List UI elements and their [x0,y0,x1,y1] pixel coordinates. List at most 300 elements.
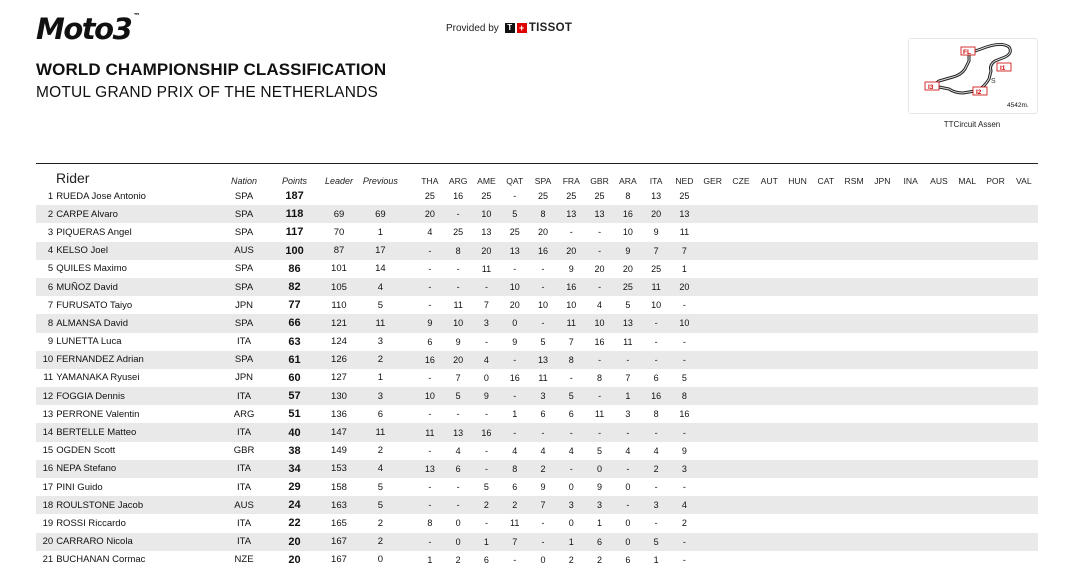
race-result-arg: - [444,496,472,514]
table-row [36,423,1038,441]
logo-text: Moto3 [36,12,132,46]
race-result-cze [727,478,755,496]
race-result-ger [699,478,727,496]
race-result-ger [699,496,727,514]
rider-nation: ITA [237,481,252,493]
race-result-jpn [868,405,896,423]
race-result-mal [953,442,981,460]
rider-previous-gap: 5 [359,496,401,514]
race-result-hun [783,423,811,441]
race-result-qat: 6 [512,482,518,493]
race-result-ger [699,242,727,260]
rider-points: 20 [270,533,318,551]
rider-leader-gap: 70 [333,226,345,238]
race-result-ned: - [682,482,686,493]
race-result-aut [755,333,783,351]
race-result-ger [699,423,727,441]
race-result-ger [699,278,727,296]
race-result-qat: - [513,554,517,565]
rider-previous-gap: 2 [359,351,401,369]
race-result-hun [783,242,811,260]
rider-nation: AUS [218,242,271,260]
table-row [36,514,1038,532]
race-result-ita: 11 [642,278,670,296]
race-result-aut [755,296,783,314]
race-result-hun [783,460,811,478]
race-result-hun [783,351,811,369]
race-result-aut [755,478,783,496]
race-result-ame: - [484,409,488,420]
rider-nation: SPA [218,205,271,223]
race-result-cat [812,187,840,205]
race-result-spa: 10 [537,300,548,311]
rider-points: 20 [288,553,301,566]
race-result-spa: 25 [537,191,548,202]
rider-leader-gap: 130 [319,387,359,405]
race-result-hun [783,442,811,460]
race-result-ger [699,551,727,569]
rider-position: 5 [47,263,54,275]
race-result-ame: 6 [483,554,489,565]
rider-position: 18 [36,496,56,514]
race-result-ita: - [642,351,670,369]
race-result-qat: 9 [512,336,518,347]
race-result-cze [727,496,755,514]
race-result-hun [783,478,811,496]
race-result-cat [812,223,840,241]
race-result-val [1010,442,1038,460]
race-result-gbr: 6 [585,533,613,551]
rider-leader-gap: 147 [319,423,359,441]
rider-previous-gap: 5 [377,299,384,311]
race-result-aus [925,496,953,514]
race-result-ara: 5 [625,300,631,311]
race-result-cze [727,442,755,460]
race-result-tha: - [428,409,432,420]
race-result-rsm [840,442,868,460]
header-race-spa: SPA [534,176,552,186]
race-result-mal [953,260,981,278]
race-result-val [1010,551,1038,569]
race-result-ara: 1 [614,387,642,405]
race-result-tha: 20 [416,205,444,223]
rider-previous-gap: 2 [377,517,384,529]
rider-leader-gap: 165 [331,517,347,529]
race-result-spa: 20 [537,227,548,238]
rider-position: 19 [42,517,54,529]
race-result-arg: 13 [444,423,472,441]
rider-position: 9 [47,336,54,348]
race-result-ame: 9 [472,387,500,405]
race-result-val [1010,205,1038,223]
race-result-hun [783,278,811,296]
rider-nation: ITA [218,423,271,441]
race-result-ara: - [614,496,642,514]
race-result-ara: 11 [623,336,633,347]
race-result-tha: 8 [427,518,433,529]
race-result-cat [812,205,840,223]
race-result-val [1010,333,1038,351]
rider-previous-gap: 1 [377,226,384,238]
race-result-spa: - [529,278,557,296]
race-result-por [981,187,1009,205]
rider-leader-gap: 167 [331,554,347,566]
race-result-ara: 13 [614,314,642,332]
race-result-mal [953,314,981,332]
race-result-gbr: 20 [594,263,605,274]
race-result-aut [755,205,783,223]
race-result-cze [727,351,755,369]
race-result-aut [755,442,783,460]
race-result-ned: 4 [670,496,698,514]
race-result-fra: 13 [557,205,585,223]
race-result-arg: 0 [455,518,461,529]
race-result-spa: 9 [540,482,546,493]
race-result-cze [727,260,755,278]
rider-points: 24 [270,496,318,514]
rider-nation: SPA [218,278,271,296]
race-result-por [981,442,1009,460]
race-result-ned: - [682,554,686,565]
race-result-ina [897,351,925,369]
rider-previous-gap: 14 [375,263,386,275]
race-result-qat: - [501,423,529,441]
race-result-hun [783,387,811,405]
race-result-cze [727,405,755,423]
race-result-ame: - [472,460,500,478]
race-result-cat [812,478,840,496]
rider-name: QUILES Maximo [56,263,127,275]
sponsor-name: TISSOT [528,22,573,34]
race-result-ame: - [472,278,500,296]
row-spacer [402,314,416,332]
race-result-cat [812,533,840,551]
rider-points: 22 [288,517,301,530]
moto3-logo [36,12,139,46]
provided-by-label: Provided by [446,22,499,34]
race-result-spa: 7 [529,496,557,514]
race-result-fra: 5 [557,387,585,405]
race-result-hun [783,369,811,387]
race-result-aus [925,351,953,369]
race-result-ger [699,314,727,332]
race-result-ned: - [670,351,698,369]
race-result-spa: 16 [529,242,557,260]
table-row [36,314,1038,332]
race-result-jpn [868,478,896,496]
race-result-rsm [840,260,868,278]
race-result-ame: 4 [472,351,500,369]
race-result-gbr: 25 [594,191,605,202]
race-result-por [981,423,1009,441]
race-result-val [1010,351,1038,369]
race-result-jpn [868,205,896,223]
race-result-rsm [840,351,868,369]
race-result-rsm [840,369,868,387]
race-result-ara: 0 [625,518,631,529]
race-result-ara: 3 [625,409,631,420]
header-race-cze: CZE [732,176,750,186]
rider-position: 11 [43,372,54,384]
race-result-aus [925,333,953,351]
race-result-aut [755,369,783,387]
race-result-aut [755,514,783,532]
race-result-spa: - [529,314,557,332]
race-result-rsm [840,478,868,496]
header-race-tha: THA [421,176,439,186]
header-points: Points [282,176,308,186]
race-result-gbr: 4 [597,300,603,311]
rider-leader-gap: 126 [319,351,359,369]
race-result-por [981,551,1009,569]
race-result-aut [755,405,783,423]
rider-leader-gap: 124 [331,336,347,348]
rider-points: 187 [285,190,304,203]
race-result-val [1010,369,1038,387]
race-result-ara: 4 [625,445,631,456]
header-spacer [402,164,416,188]
rider-name: BERTELLE Matteo [56,423,218,441]
table-row [36,351,1038,369]
race-result-spa: 4 [540,445,546,456]
race-result-ara: - [614,423,642,441]
rider-name: CARPE Alvaro [56,205,218,223]
race-result-val [1010,405,1038,423]
table-row [36,460,1038,478]
rider-points: 117 [285,226,304,239]
row-spacer [402,533,416,551]
race-result-qat: 5 [501,205,529,223]
race-result-cze [727,369,755,387]
race-result-jpn [868,442,896,460]
race-result-arg: 5 [444,387,472,405]
table-row [36,242,1038,260]
race-result-ame: 10 [472,205,500,223]
race-result-ita: 2 [642,460,670,478]
race-result-gbr: - [585,351,613,369]
race-result-cze [727,205,755,223]
rider-position: 16 [36,460,56,478]
header-race-ina: INA [903,176,918,186]
race-result-aus [925,369,953,387]
race-result-fra: - [569,372,573,383]
race-result-val [1010,223,1038,241]
race-result-ita: 6 [653,372,659,383]
table-row [36,278,1038,296]
rider-points: 63 [288,335,301,348]
race-result-ita: 13 [651,191,662,202]
race-result-mal [953,496,981,514]
race-result-arg: - [444,205,472,223]
table-header-row [36,164,1038,188]
table-row [36,405,1038,423]
race-result-hun [783,205,811,223]
race-result-hun [783,514,811,532]
race-result-mal [953,478,981,496]
race-result-arg: 0 [444,533,472,551]
race-result-ned: - [670,533,698,551]
race-result-gbr: - [585,387,613,405]
race-result-cze [727,423,755,441]
race-result-ita: 3 [642,496,670,514]
rider-nation: GBR [233,445,255,457]
race-result-ned: 10 [670,314,698,332]
row-spacer [402,223,416,241]
race-result-spa: - [541,263,545,274]
race-result-cat [812,423,840,441]
table-row [36,478,1038,496]
race-result-mal [953,278,981,296]
row-spacer [402,460,416,478]
header-race-ara: ARA [619,176,637,186]
race-result-fra: 9 [568,263,574,274]
race-result-gbr: - [585,278,613,296]
rider-leader-gap: 110 [331,299,347,311]
rider-name: KELSO Joel [56,242,218,260]
race-result-ame: 7 [483,300,489,311]
header-race-jpn: JPN [874,176,891,186]
race-result-ita: - [654,482,658,493]
race-result-cze [727,460,755,478]
race-result-tha: 13 [416,460,444,478]
race-result-hun [783,551,811,569]
race-result-ina [897,187,925,205]
race-result-aus [925,278,953,296]
race-result-por [981,223,1009,241]
race-result-ara: 16 [614,205,642,223]
race-result-ita: 9 [653,227,659,238]
race-result-aus [925,314,953,332]
logo-trademark: ™ [133,12,139,20]
rider-points: 40 [270,423,318,441]
race-result-tha: 4 [427,227,433,238]
race-result-aus [925,223,953,241]
race-result-ara: 20 [622,263,633,274]
race-result-qat: 13 [501,242,529,260]
race-result-fra: 20 [557,242,585,260]
race-result-gbr: 0 [585,460,613,478]
race-result-tha: 9 [416,314,444,332]
race-result-ita: 4 [653,445,659,456]
race-result-por [981,369,1009,387]
tissot-logo [505,22,572,34]
race-result-tha: - [416,278,444,296]
race-result-ned: 9 [681,445,687,456]
row-spacer [402,387,416,405]
race-result-tha: 11 [416,423,444,441]
race-result-mal [953,387,981,405]
table-row [36,333,1038,351]
race-result-cze [727,514,755,532]
row-spacer [402,514,416,532]
race-result-spa: - [529,533,557,551]
race-result-qat: 25 [509,227,520,238]
race-result-ina [897,460,925,478]
race-result-tha: 1 [427,554,433,565]
race-result-por [981,205,1009,223]
rider-previous-gap: 2 [377,445,384,457]
race-result-ara: 0 [614,533,642,551]
header-race-mal: MAL [958,176,977,186]
race-result-ara: 0 [625,482,631,493]
race-result-cat [812,496,840,514]
rider-position: 20 [36,533,56,551]
race-result-jpn [868,223,896,241]
rider-position: 2 [36,205,56,223]
race-result-cze [727,533,755,551]
race-result-arg: 10 [444,314,472,332]
race-result-por [981,405,1009,423]
race-result-arg: 25 [453,227,464,238]
race-result-ame: 13 [481,227,492,238]
table-row [36,205,1038,223]
header-rider: Rider [56,170,90,186]
race-result-cat [812,351,840,369]
race-result-ger [699,187,727,205]
race-result-fra: 7 [568,336,574,347]
rider-nation: SPA [234,226,254,238]
marker-fl-label: FL [963,49,971,56]
race-result-fra: 2 [568,554,574,565]
header-nation: Nation [231,176,258,186]
race-result-arg: 20 [444,351,472,369]
race-result-val [1010,187,1038,205]
race-result-qat: 4 [512,445,518,456]
race-result-cat [812,442,840,460]
race-result-ina [897,423,925,441]
race-result-val [1010,314,1038,332]
race-result-arg: - [456,482,460,493]
rider-position: 15 [42,445,54,457]
race-result-ame: 11 [481,263,492,274]
race-result-aut [755,351,783,369]
race-result-mal [953,460,981,478]
race-result-spa: - [529,423,557,441]
race-result-hun [783,405,811,423]
race-result-gbr: 13 [585,205,613,223]
race-result-ina [897,405,925,423]
race-result-aut [755,278,783,296]
race-result-ame: 20 [472,242,500,260]
rider-leader-gap: 121 [319,314,359,332]
race-result-hun [783,187,811,205]
race-result-ame: 3 [472,314,500,332]
race-result-ger [699,351,727,369]
race-result-gbr: 2 [597,554,603,565]
race-result-jpn [868,260,896,278]
race-result-ara: - [614,460,642,478]
race-result-jpn [868,460,896,478]
table-row [36,223,1038,241]
race-result-ned: 3 [670,460,698,478]
race-result-rsm [840,242,868,260]
race-result-hun [783,533,811,551]
race-result-cat [812,242,840,260]
circuit-name: TTCircuit Assen [943,120,1001,129]
rider-leader-gap [319,187,359,205]
race-result-rsm [840,333,868,351]
race-result-qat: 8 [501,460,529,478]
race-result-qat: 16 [509,372,520,383]
race-result-gbr: 16 [594,336,605,347]
header-race-rsm: RSM [844,176,864,186]
race-result-rsm [840,533,868,551]
race-result-spa: 2 [529,460,557,478]
race-result-cat [812,296,840,314]
race-result-ned: 25 [679,191,690,202]
race-result-aus [925,533,953,551]
table-row [36,442,1038,460]
